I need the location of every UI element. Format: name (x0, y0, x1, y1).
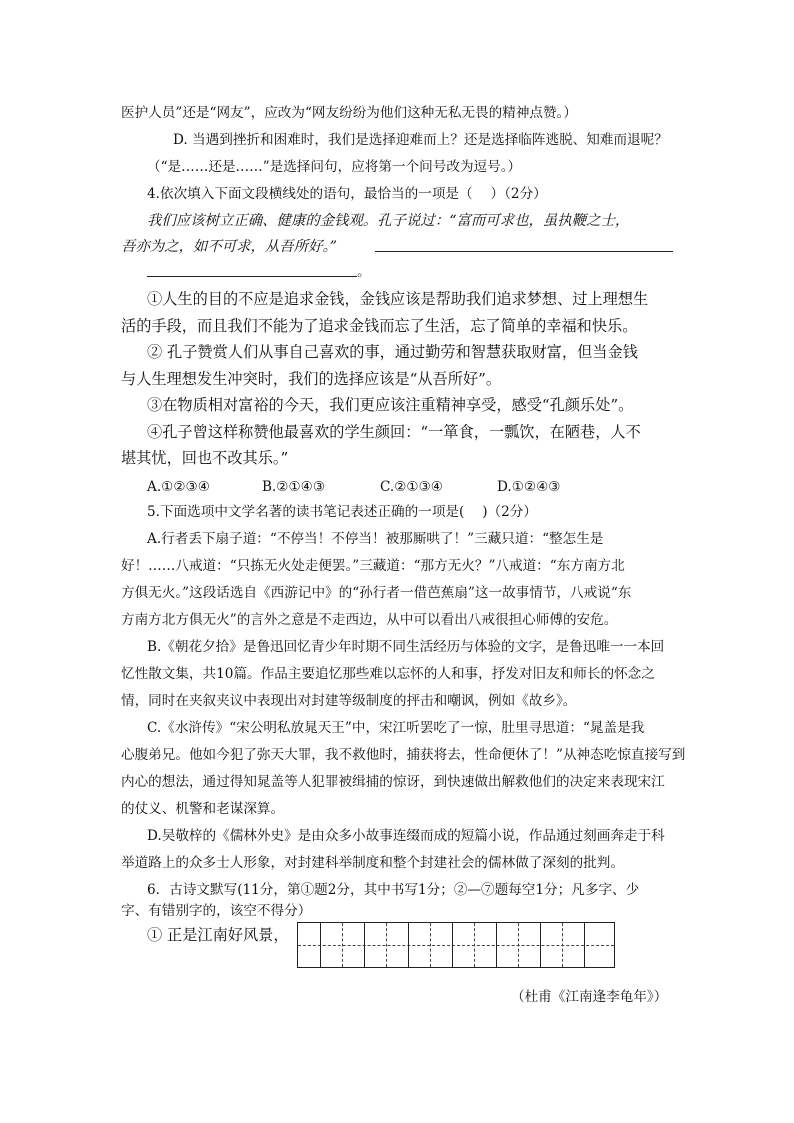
q4-stem: 4.依次填入下面文段横线处的语句，最恰当的一项是（ ）（2分） (147, 186, 547, 202)
q6-stem-line2: 字、有错别字的，该空不得分） (121, 903, 312, 919)
q4-sentence-1-line1: ①人生的目的不应是追求金钱，金钱应该是帮助我们追求梦想、过上理想生 (147, 290, 649, 308)
q5-option-d-line2: 举道路上的众多士人形象，对封建科举制度和整个封建社会的儒林做了深刻的批判。 (121, 855, 624, 871)
answer-grid-midline (298, 945, 614, 946)
q4-sentence-4-line1: ④孔子曾这样称赞他最喜欢的学生颜回：“一箪食，一瓢饮，在陋巷，人不 (147, 423, 641, 441)
q5-option-a-line1: A.行者丢下扇子道：“不停当！不停当！被那厮哄了！”三藏只道：“整怎生是 (147, 531, 604, 547)
grid-cell (540, 923, 541, 967)
q5-option-b-line1: B.《朝花夕拾》是鲁迅回忆青少年时期不同生活经历与体验的文字，是鲁迅唯一一本回 (147, 639, 665, 655)
grid-cell (386, 923, 387, 967)
q4-sentence-4-line2: 堪其忧，回也不改其乐。” (121, 449, 289, 467)
grid-cell (562, 923, 563, 967)
grid-cell (364, 923, 365, 967)
q5-option-c-line4: 的仗义、机警和老谋深算。 (121, 801, 285, 817)
q5-option-a-line2: 好！……八戒道：“只拣无火处走便罢。”三藏道：“那方无火？”八戒道：“东方南方北 (121, 558, 625, 574)
q6-stem-line1: 6．古诗文默写(11分，第①题2分，其中书写1分；②—⑦题每空1分；凡多字、少 (147, 882, 640, 898)
grid-cell (320, 923, 321, 967)
q3-option-d-note: （“是……还是……”是选择问句，应将第一个问号改为逗号。） (147, 159, 522, 175)
q4-passage-line1: 我们应该树立正确、健康的金钱观。孔子说过：“富而可求也，虽执鞭之士， (147, 213, 630, 229)
grid-cell (474, 923, 475, 967)
q5-option-b-line3: 情，同时在夹叙夹议中表现出对封建等级制度的抨击和嘲讽，例如《故乡》。 (121, 693, 577, 709)
q4-option-b: B.②①④③ (262, 479, 326, 495)
q3-option-d: D. 当遇到挫折和困难时，我们是选择迎难而上？还是选择临阵逃脱、知难而退呢？ (173, 132, 668, 148)
q4-sentence-1-line2: 活的手段，而且我们不能为了追求金钱而忘了生活，忘了简单的幸福和快乐。 (121, 317, 638, 335)
q6-item-1: ① 正是江南好风景， (147, 926, 289, 944)
q4-option-c: C.②①③④ (380, 479, 443, 495)
q4-blank-line-2 (147, 276, 357, 277)
q5-option-c-line1: C.《水浒传》“宋公明私放晁天王”中，宋江听罢吃了一惊，肚里寻思道：“晁盖是我 (147, 720, 645, 736)
q5-option-c-line2: 心腹弟兄。他如今犯了弥天大罪，我不救他时，捕获将去，性命便休了！”从神态吃惊直接写到 (121, 747, 686, 763)
q6-item-1-source: （杜甫《江南逢李龟年》） (511, 989, 668, 1005)
q4-option-d: D.①②④③ (497, 479, 561, 495)
q5-option-c-line3: 内心的想法，通过得知晁盖等人犯罪被缉捕的惊讶，到快速做出解救他们的决定来表现宋江 (121, 774, 665, 790)
grid-cell (518, 923, 519, 967)
q5-option-a-line3: 方俱无火。”这段话选自《西游记中》的“孙行者一借芭蕉扇”这一故事情节，八戒说“东 (121, 585, 632, 601)
q5-option-d-line1: D.吴敬梓的《儒林外史》是由众多小故事连缀而成的短篇小说，作品通过刻画奔走于科 (147, 828, 665, 844)
q4-option-a: A.①②③④ (147, 479, 210, 495)
grid-cell (430, 923, 431, 967)
q5-stem: 5.下面选项中文学名著的读书笔记表述正确的一项是( )（2分） (147, 504, 537, 520)
q5-option-b-line2: 忆性散文集，共10篇。作品主要追忆那些难以忘怀的人和事，抒发对旧友和师长的怀念之 (121, 666, 655, 682)
q4-sentence-2-line2: 与人生理想发生冲突时，我们的选择应该是“从吾所好”。 (121, 370, 502, 388)
grid-cell (408, 923, 409, 967)
q4-passage-end: 。 (357, 264, 371, 280)
prev-question-note: 医护人员”还是“网友”，应改为“网友纷纷为他们这种无私无畏的精神点赞。） (121, 105, 577, 121)
q4-blank-line-1 (375, 251, 673, 252)
q4-passage-line2: 吾亦为之，如不可求，从吾所好。” (121, 239, 338, 255)
q5-option-a-line4: 方南方北方俱无火”的言外之意是不走西边，从中可以看出八戒很担心师傅的安危。 (121, 612, 618, 628)
grid-cell (342, 923, 343, 967)
grid-cell (584, 923, 585, 967)
q4-sentence-2-line1: ② 孔子赞赏人们从事自己喜欢的事，通过勤劳和智慧获取财富，但当金钱 (147, 343, 638, 361)
answer-grid[interactable] (297, 922, 615, 968)
q4-sentence-3: ③在物质相对富裕的今天，我们更应该注重精神享受，感受“孔颜乐处”。 (147, 396, 634, 414)
grid-cell (496, 923, 497, 967)
grid-cell (452, 923, 453, 967)
